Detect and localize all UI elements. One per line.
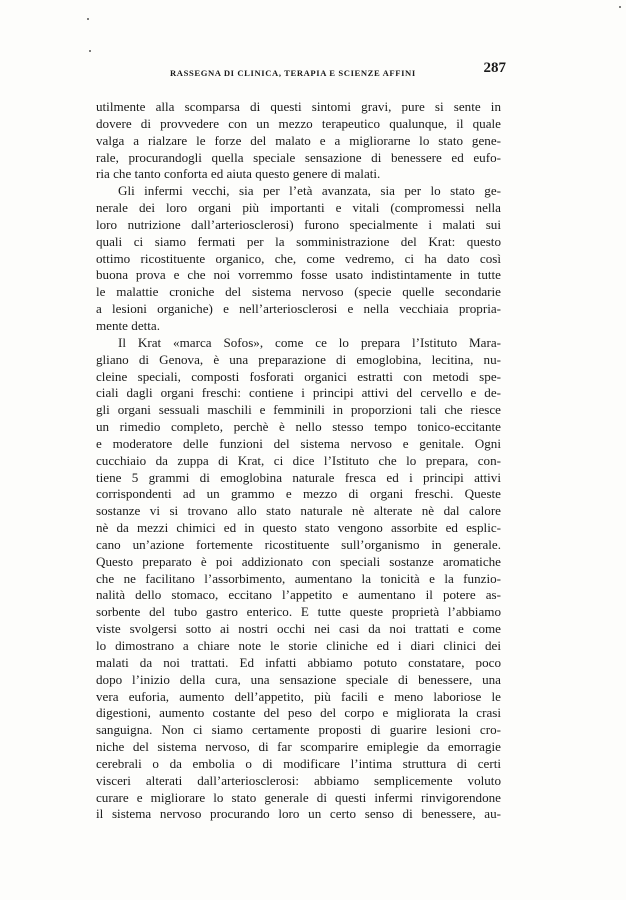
scan-speck [619,6,621,8]
text-line: malati da noi trattati. Ed infatti abbiamo potuto constatare, poco [96,654,501,670]
text-line: visceri alterati dall’arteriosclerosi: abbiamo semplicemente voluto [96,772,501,788]
text-line: Il Krat «marca Sofos», come ce lo prepara l’Istituto Mara- [118,334,501,350]
text-line: gliano di Genova, è una preparazione di emoglobina, lecitina, nu- [96,351,501,367]
text-line: cleine speciali, composti fosforati organici estratti con metodi spe- [96,368,501,384]
text-line: niche del sistema nervoso, di far scomparire emiplegie da emorragie [96,739,501,755]
text-line: tiene 5 grammi di emoglobina naturale fresca ed i principi attivi [96,469,501,485]
text-line: vera euforia, aumento dell’appetito, più facili e meno laboriose le [96,688,501,704]
text-line: cucchiaio da zuppa di Krat, ci dice l’Istituto che lo prepara, con- [96,452,501,468]
text-line: loro nutrizione dall’arteriosclerosi) furono specialmente i malati sui [96,216,501,232]
text-line: curare e migliorare lo stato generale di questi infermi rinvigorendone [96,789,501,805]
text-line: utilmente alla scomparsa di questi sintomi gravi, pure si sente in [96,99,501,114]
text-line: Gli infermi vecchi, sia per l’età avanzata, sia per lo stato ge- [118,183,501,199]
text-line: e moderatore delle funzioni del sistema nervoso e genitale. Ogni [96,435,501,451]
text-line: sostanze vi si trovano allo stato naturale nè alterate nè dal calore [96,503,501,519]
text-line: a lesioni organiche) e nell’arteriosclerosi e nella vecchiaia propria- [96,301,501,317]
text-line: quali ci siamo fermati per la somministrazione del Krat: questo [96,233,501,249]
text-line: un rimedio completo, perchè è nello stesso tempo tonico-eccitante [96,419,501,435]
text-line: nalità dello stomaco, eccitano l’appetito e aumentano il potere as- [96,587,501,603]
text-line: valga a rialzare le forze del malato e a migliorarne lo stato gene- [96,132,501,148]
text-line: dovere di provvedere con un mezzo terapeutico qualunque, il quale [96,115,501,131]
text-line: dopo l’inizio della cura, una sensazione speciale di benessere, una [96,671,501,687]
page-number: 287 [483,60,506,76]
text-line: che ne facilitano l’assorbimento, aumentano la tonicità e la funzio- [96,570,501,586]
text-line: ria che tanto conforta ed aiuta questo genere di malati. [96,166,381,182]
text-line: digestioni, aumento costante del peso del corpo e migliorata la crasi [96,705,501,721]
text-line: cerebrali o da embolia o di modificare l’intima struttura di certi [96,755,501,771]
text-line: corrispondenti ad un grammo e mezzo di organi freschi. Queste [96,486,501,502]
text-line: buona prova e che noi vorremmo fosse usato indistintamente in tutte [96,267,501,283]
text-line: gli organi sessuali maschili e femminili in proporzioni tali che riesce [96,402,501,418]
text-line: le malattie croniche del sistema nervoso (specie quelle secondarie [96,284,501,300]
text-line: ciali dagli organi freschi: contiene i principi attivi del cervello e de- [96,385,501,401]
scan-speck [87,18,89,20]
text-line: sorbente del tubo gastro enterico. E tutte queste proprietà l’abbiamo [96,604,501,620]
text-line: Questo preparato è poi addizionato con speciali sostanze aromatiche [96,553,501,569]
page-header [96,60,506,84]
text-line: il sistema nervoso procurando loro un certo senso di benessere, au- [96,806,501,822]
text-line: cano un’azione fortemente ricostituente sull’organismo in generale. [96,536,501,552]
text-line: nè da mezzi chimici ed in questo stato vengono assorbite ed esplic- [96,520,501,536]
text-line: viste svolgersi sotto ai nostri occhi nei casi da noi trattati e come [96,621,501,637]
running-title: RASSEGNA DI CLINICA, TERAPIA E SCIENZE AFFINI [170,68,416,78]
text-line: nerale dei loro organi più importanti e vitali (compromessi nella [96,200,501,216]
text-line: mente detta. [96,317,160,333]
text-line: rale, procurandogli quella speciale sensazione di benessere ed eufo- [96,149,501,165]
scan-speck [89,50,91,52]
text-line: lo dimostrano a chiare note le storie cliniche ed i diari clinici dei [96,638,501,653]
text-line: sanguigna. Non ci siamo certamente proposti di guarire lesioni cro- [96,722,501,738]
text-line: ottimo ricostituente organico, che, come vedremo, ci ha dato così [96,250,501,266]
body-text [96,99,501,823]
